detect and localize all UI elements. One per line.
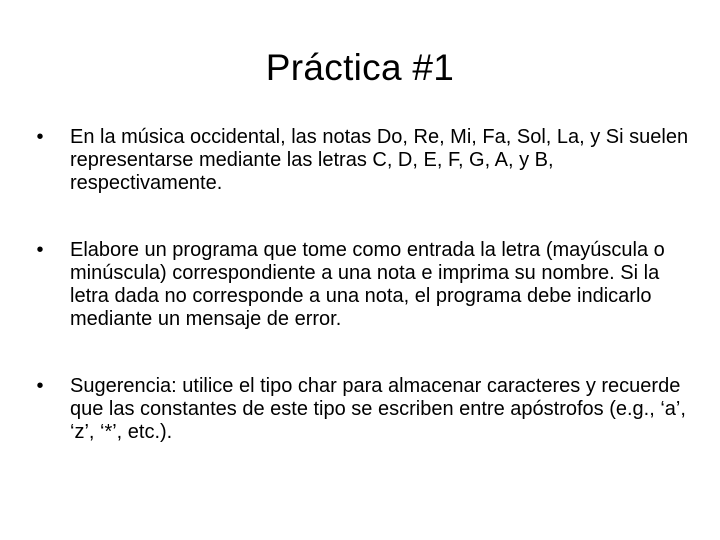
bullet-item-hint: [30, 375, 690, 444]
bullet-marker-icon: •: [36, 126, 44, 148]
bullet-item-notes: [30, 126, 690, 195]
bullet-text: Sugerencia: utilice el tipo char para almacenar caracteres y recuerde que las constantes de este tipo se escriben entre apóstrofos (e.g., ‘a’, ‘z’, ‘*’, etc.).: [70, 375, 686, 443]
slide-title: Práctica #1: [265, 47, 455, 88]
bullet-item-program: [30, 239, 690, 331]
bullet-list: [30, 126, 690, 444]
bullet-marker-icon: •: [36, 239, 44, 261]
bullet-text: Elabore un programa que tome como entrada la letra (mayúscula o minúscula) correspondiente a una nota e imprima su nombre. Si la letra dada no corresponde a una nota, el programa debe indicarlo mediante un mensaje de error.: [70, 239, 665, 330]
bullet-marker-icon: •: [36, 375, 44, 397]
bullet-text: En la música occidental, las notas Do, Re, Mi, Fa, Sol, La, y Si suelen representarse mediante las letras C, D, E, F, G, A, y B, respectivamente.: [70, 126, 689, 194]
